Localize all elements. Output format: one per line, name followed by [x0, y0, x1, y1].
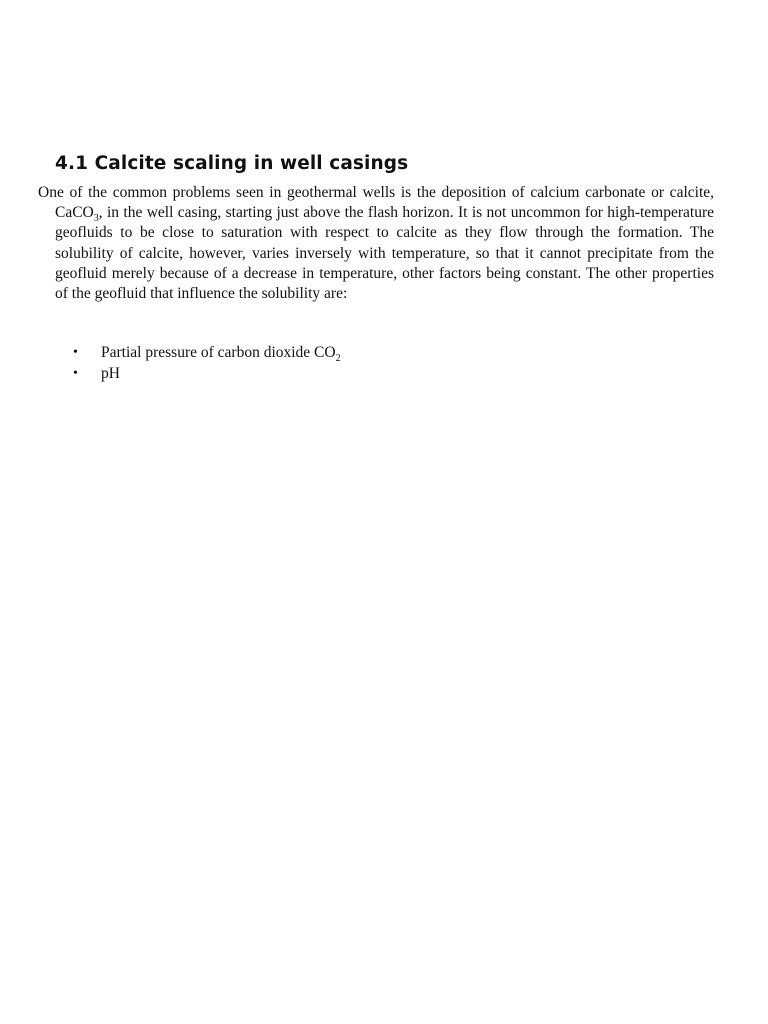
list-item-text: Partial pressure of carbon dioxide CO: [101, 344, 336, 361]
list-item-text: pH: [101, 364, 120, 382]
list-item: [73, 343, 341, 364]
bullet-icon: •: [73, 365, 78, 381]
list-item-subscript: 2: [335, 353, 341, 365]
body-paragraph: [38, 183, 714, 304]
paragraph-subscript: 3: [93, 213, 99, 225]
list-item: [73, 364, 341, 385]
section-heading: 4.1 Calcite scaling in well casings: [55, 153, 409, 174]
paragraph-text-part-1: One of the common problems seen in geothermal wells is the deposition of calcium carbonate or calcite, CaCO: [38, 184, 714, 222]
paragraph-text-part-2: , in the well casing, starting just above the flash horizon. It is not uncommon for high-temperature geofluids to be close to saturation with respect to calcite as they flow through the formation. The solubility of calcite, however, varies inversely with temperature, so that it cannot precipitate from the geofluid merely because of a decrease in temperature, other factors being constant. The other properties of the geofluid that influence the solubility are:: [55, 204, 714, 303]
property-list: [73, 343, 341, 384]
bullet-icon: •: [73, 345, 78, 360]
